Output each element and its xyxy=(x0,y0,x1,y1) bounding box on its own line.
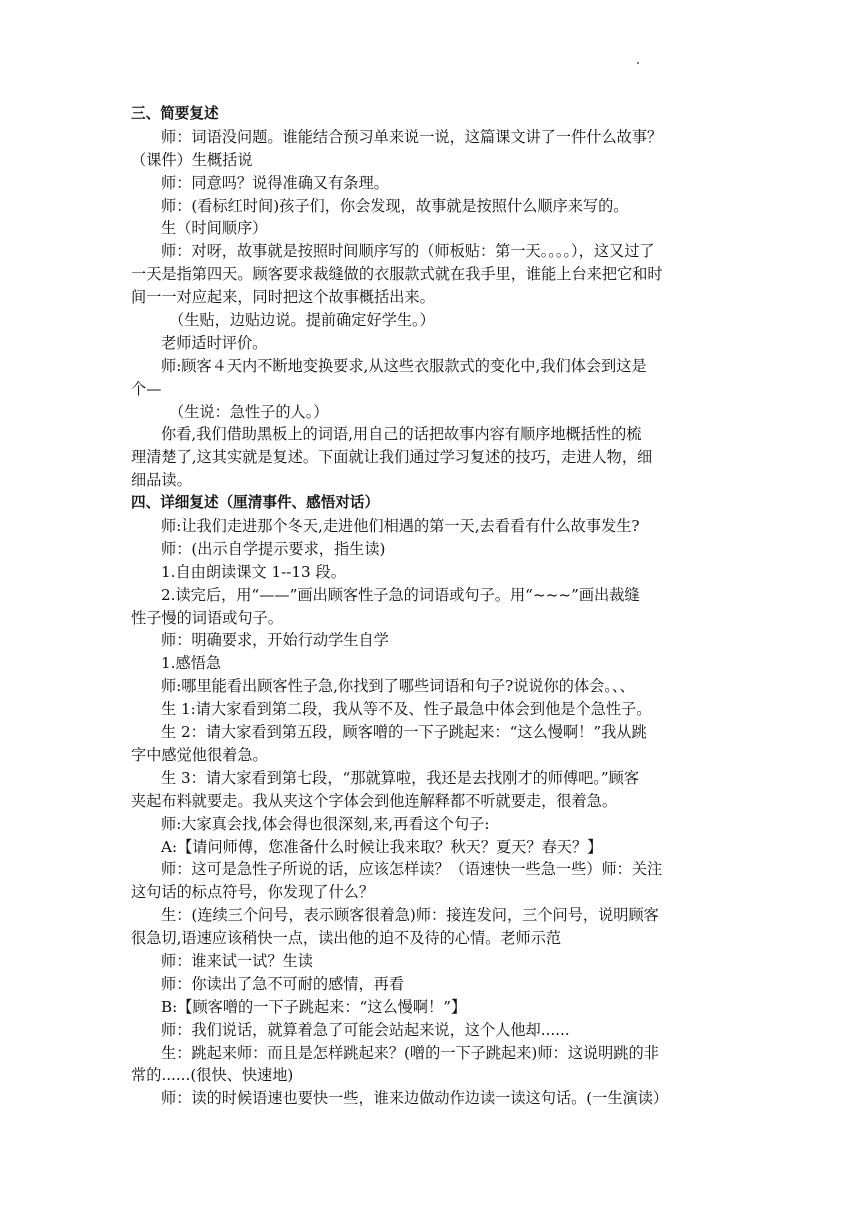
paragraph-line: 生 2：请大家看到第五段，顾客噌的一下子跳起来：“这么慢啊！”我从跳 xyxy=(161,723,647,742)
paragraph-line: 细品读。 xyxy=(131,471,192,490)
paragraph-line: 师:哪里能看出顾客性子急,你找到了哪些词语和句子?说说你的体会。、、 xyxy=(161,677,635,696)
paragraph-line: 师：对呀，故事就是按照时间顺序写的（师板贴：第一天。。。。），这又过了 xyxy=(161,242,655,261)
paragraph-line: 生：(连续三个问号，表示顾客很着急)师：接连发问，三个问号，说明顾客 xyxy=(161,906,659,925)
section-heading-3: 三、简要复述 xyxy=(131,105,219,122)
paragraph-line: 师：明确要求，开始行动学生自学 xyxy=(161,631,389,650)
paragraph-line: （生贴，边贴边说。提前确定好学生。） xyxy=(169,311,435,330)
paragraph-line: B:【顾客噌的一下子跳起来：“这么慢啊！”】 xyxy=(161,997,467,1016)
paragraph-line: 生（时间顺序） xyxy=(161,219,268,238)
paragraph-line: 常的......(很快、快速地) xyxy=(131,1066,294,1085)
paragraph-line: 师：(看标红时间)孩子们，你会发现，故事就是按照什么顺序来写的。 xyxy=(161,196,629,215)
paragraph-line: 生 3：请大家看到第七段，“那就算啦，我还是去找刚才的师傅吧。”顾客 xyxy=(161,768,640,787)
paragraph-line: 生：跳起来师：而且是怎样跳起来？(噌的一下子跳起来)师：这说明跳的非 xyxy=(161,1043,659,1062)
paragraph-line: 个— xyxy=(131,379,162,398)
header-dot-mark xyxy=(637,62,639,64)
paragraph-line: （生说：急性子的人。） xyxy=(169,402,329,421)
section-heading-4: 四、详细复述（厘清事件、感悟对话） xyxy=(131,494,380,512)
paragraph-line: 一天是指第四天。顾客要求裁缝做的衣服款式就在我手里，谁能上台来把它和时 xyxy=(131,265,663,284)
paragraph-line: 师:顾客４天内不断地变换要求,从这些衣服款式的变化中,我们体会到这是 xyxy=(161,356,647,375)
paragraph-line: 师：读的时候语速也要快一些，谁来边做动作边读一读这句话。(一生演读） xyxy=(161,1089,669,1108)
paragraph-line: 师：这可是急性子所说的话，应该怎样读？（语速快一些急一些）师：关注 xyxy=(161,860,663,879)
paragraph-line: 师:让我们走进那个冬天,走进他们相遇的第一天,去看看有什么故事发生? xyxy=(161,517,640,536)
paragraph-line: （课件）生概括说 xyxy=(131,150,253,169)
paragraph-line: 师：谁来试一试？生读 xyxy=(161,951,313,970)
paragraph-line: 理清楚了,这其实就是复述。下面就让我们通过学习复述的技巧，走进人物，细 xyxy=(131,448,653,467)
paragraph-line: 很急切,语速应该稍快一点，读出他的迫不及待的心情。老师示范 xyxy=(131,929,562,948)
paragraph-line: 1.感悟急 xyxy=(161,654,222,673)
paragraph-line: 间一一对应起来，同时把这个故事概括出来。 xyxy=(131,288,435,307)
paragraph-line: 生 1:请大家看到第二段，我从等不及、性子最急中体会到他是个急性子。 xyxy=(161,700,652,719)
paragraph-line: 这句话的标点符号，你发现了什么？ xyxy=(131,883,374,902)
paragraph-line: 师：词语没问题。谁能结合预习单来说一说，这篇课文讲了一件什么故事？ xyxy=(161,127,663,146)
paragraph-line: 师：(出示自学提示要求，指生读) xyxy=(161,539,386,558)
paragraph-line: 字中感觉他很着急。 xyxy=(131,745,268,764)
paragraph-line: A:【请问师傅，您准备什么时候让我来取？秋天？夏天？春天？】 xyxy=(161,837,603,856)
paragraph-line: 师：你读出了急不可耐的感情，再看 xyxy=(161,974,404,993)
paragraph-line: 1.自由朗读课文 1--13 段。 xyxy=(161,562,346,581)
paragraph-line: 师:大家真会找,体会得也很深刻,来,再看这个句子: xyxy=(161,814,490,833)
paragraph-line: 师：同意吗？说得准确又有条理。 xyxy=(161,173,389,192)
paragraph-line: 2.读完后，用“——”画出顾客性子急的词语或句子。用“~~~”画出裁缝 xyxy=(161,585,640,604)
document-page xyxy=(131,103,733,1110)
paragraph-line: 你看,我们借助黑板上的词语,用自己的话把故事内容有顺序地概括性的梳 xyxy=(161,425,642,444)
paragraph-line: 师：我们说话，就算着急了可能会站起来说，这个人他却...... xyxy=(161,1020,570,1039)
paragraph-line: 性子慢的词语或句子。 xyxy=(131,608,283,627)
paragraph-line: 老师适时评价。 xyxy=(161,333,268,352)
paragraph-line: 夹起布料就要走。我从夹这个字体会到他连解释都不听就要走，很着急。 xyxy=(131,791,617,810)
